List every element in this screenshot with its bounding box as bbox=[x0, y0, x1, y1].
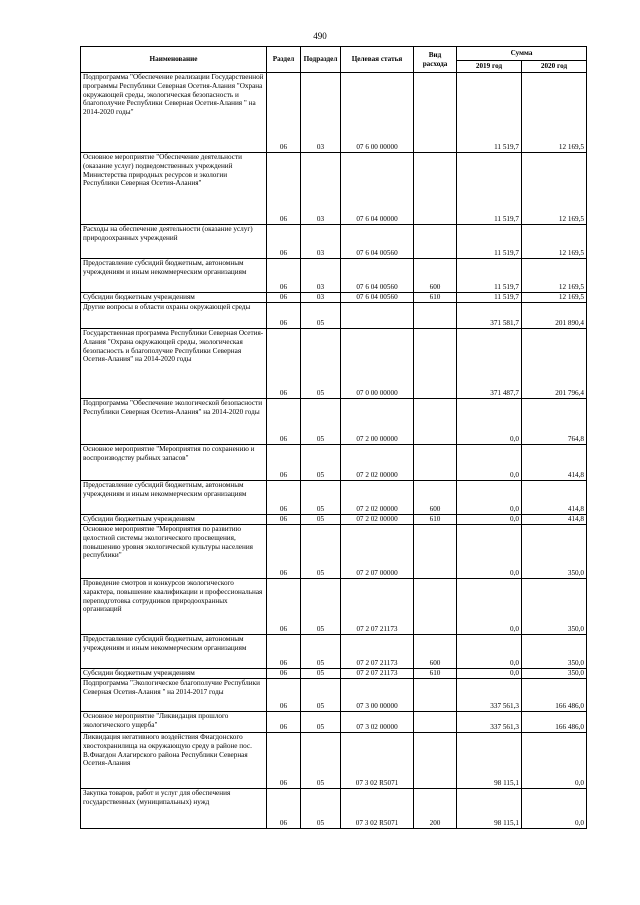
cell-name: Подпрограмма "Обеспечение экологической безопасности Республики Северная Осетия-Алания" на 2014-2020 годы bbox=[81, 399, 267, 445]
cell-subsection: 05 bbox=[301, 303, 341, 329]
cell-subsection: 03 bbox=[301, 259, 341, 293]
cell-subsection: 05 bbox=[301, 635, 341, 669]
cell-2020: 166 486,0 bbox=[522, 712, 587, 733]
cell-2020: 12 169,5 bbox=[522, 225, 587, 259]
cell-name: Предоставление субсидий бюджетным, автономным учреждениям и иным некоммерческим организациям bbox=[81, 635, 267, 669]
table-row bbox=[81, 712, 587, 733]
cell-expense: 610 bbox=[414, 293, 457, 303]
cell-name: Подпрограмма "Обеспечение реализации Государственной программы Республики Северная Осетия-Алания "Охрана окружающей среды, экологическая безопасность и благополучие Республики Северная Осетия-Алания " на 2014-2020 годы" bbox=[81, 73, 267, 153]
table-row bbox=[81, 733, 587, 789]
table-row bbox=[81, 73, 587, 153]
header-section: Раздел bbox=[267, 47, 301, 73]
cell-expense bbox=[414, 399, 457, 445]
cell-section: 06 bbox=[267, 329, 301, 399]
header-year-2019: 2019 год bbox=[457, 61, 522, 73]
cell-2020: 12 169,5 bbox=[522, 153, 587, 225]
cell-expense: 600 bbox=[414, 259, 457, 293]
table-row bbox=[81, 329, 587, 399]
cell-article: 07 2 07 21173 bbox=[341, 635, 414, 669]
cell-article: 07 2 00 00000 bbox=[341, 399, 414, 445]
cell-subsection: 05 bbox=[301, 712, 341, 733]
cell-2020: 201 796,4 bbox=[522, 329, 587, 399]
table-row bbox=[81, 399, 587, 445]
cell-section: 06 bbox=[267, 225, 301, 259]
cell-section: 06 bbox=[267, 445, 301, 481]
cell-2020: 201 890,4 bbox=[522, 303, 587, 329]
cell-section: 06 bbox=[267, 669, 301, 679]
cell-subsection: 03 bbox=[301, 153, 341, 225]
cell-2020: 166 486,0 bbox=[522, 679, 587, 712]
cell-subsection: 05 bbox=[301, 515, 341, 525]
cell-expense bbox=[414, 679, 457, 712]
cell-2019: 371 487,7 bbox=[457, 329, 522, 399]
cell-2019: 0,0 bbox=[457, 445, 522, 481]
cell-2020: 350,0 bbox=[522, 579, 587, 635]
cell-section: 06 bbox=[267, 579, 301, 635]
cell-2020: 0,0 bbox=[522, 789, 587, 829]
cell-subsection: 05 bbox=[301, 481, 341, 515]
cell-2019: 371 581,7 bbox=[457, 303, 522, 329]
cell-article: 07 2 02 00000 bbox=[341, 515, 414, 525]
cell-2019: 0,0 bbox=[457, 481, 522, 515]
cell-article: 07 6 04 00560 bbox=[341, 225, 414, 259]
header-name: Наименование bbox=[81, 47, 267, 73]
header-sum: Сумма bbox=[457, 47, 587, 61]
cell-2019: 0,0 bbox=[457, 399, 522, 445]
cell-section: 06 bbox=[267, 789, 301, 829]
cell-section: 06 bbox=[267, 515, 301, 525]
cell-2020: 0,0 bbox=[522, 733, 587, 789]
cell-2020: 414,8 bbox=[522, 445, 587, 481]
cell-article: 07 6 04 00000 bbox=[341, 153, 414, 225]
cell-expense bbox=[414, 329, 457, 399]
cell-2020: 350,0 bbox=[522, 669, 587, 679]
cell-expense: 200 bbox=[414, 789, 457, 829]
cell-name: Субсидии бюджетным учреждениям bbox=[81, 669, 267, 679]
cell-section: 06 bbox=[267, 635, 301, 669]
cell-expense: 600 bbox=[414, 481, 457, 515]
cell-expense bbox=[414, 579, 457, 635]
cell-2020: 764,8 bbox=[522, 399, 587, 445]
cell-2019: 0,0 bbox=[457, 635, 522, 669]
cell-2020: 414,8 bbox=[522, 515, 587, 525]
cell-name: Субсидии бюджетным учреждениям bbox=[81, 515, 267, 525]
table-row bbox=[81, 669, 587, 679]
cell-article: 07 0 00 00000 bbox=[341, 329, 414, 399]
cell-section: 06 bbox=[267, 73, 301, 153]
cell-article: 07 2 02 00000 bbox=[341, 481, 414, 515]
page-number: 490 bbox=[313, 31, 327, 41]
cell-subsection: 05 bbox=[301, 733, 341, 789]
cell-subsection: 05 bbox=[301, 669, 341, 679]
cell-subsection: 05 bbox=[301, 445, 341, 481]
cell-expense bbox=[414, 303, 457, 329]
cell-2020: 350,0 bbox=[522, 525, 587, 579]
cell-expense bbox=[414, 525, 457, 579]
cell-article bbox=[341, 303, 414, 329]
cell-2019: 11 519,7 bbox=[457, 293, 522, 303]
table-body bbox=[81, 73, 587, 829]
cell-name: Государственная программа Республики Северная Осетия-Алания "Охрана окружающей среды, экологическая безопасность и благополучие Республики Северная Осетия-Алания" на 2014-2020 годы bbox=[81, 329, 267, 399]
cell-section: 06 bbox=[267, 679, 301, 712]
table-row bbox=[81, 789, 587, 829]
budget-table bbox=[80, 46, 587, 829]
cell-article: 07 6 04 00560 bbox=[341, 293, 414, 303]
cell-article: 07 2 02 00000 bbox=[341, 445, 414, 481]
cell-name: Закупка товаров, работ и услуг для обеспечения государственных (муниципальных) нужд bbox=[81, 789, 267, 829]
cell-subsection: 05 bbox=[301, 789, 341, 829]
table-row bbox=[81, 515, 587, 525]
cell-article: 07 3 02 R5071 bbox=[341, 733, 414, 789]
cell-expense bbox=[414, 733, 457, 789]
table-row bbox=[81, 579, 587, 635]
cell-name: Расходы на обеспечение деятельности (оказание услуг) природоохранных учреждений bbox=[81, 225, 267, 259]
cell-2019: 11 519,7 bbox=[457, 225, 522, 259]
cell-subsection: 05 bbox=[301, 399, 341, 445]
cell-expense bbox=[414, 225, 457, 259]
cell-article: 07 2 07 21173 bbox=[341, 579, 414, 635]
table-row bbox=[81, 635, 587, 669]
header-target-article: Целевая статья bbox=[341, 47, 414, 73]
cell-subsection: 05 bbox=[301, 329, 341, 399]
cell-name: Основное мероприятие "Мероприятия по развитию целостной системы экологического просвещения, повышению уровня экологической культуры населения республики" bbox=[81, 525, 267, 579]
table-row bbox=[81, 259, 587, 293]
cell-expense bbox=[414, 445, 457, 481]
table-row bbox=[81, 303, 587, 329]
table-row bbox=[81, 153, 587, 225]
cell-2020: 12 169,5 bbox=[522, 259, 587, 293]
cell-section: 06 bbox=[267, 399, 301, 445]
cell-name: Основное мероприятие "Мероприятия по сохранению и воспроизводству рыбных запасов" bbox=[81, 445, 267, 481]
cell-section: 06 bbox=[267, 293, 301, 303]
cell-name: Подпрограмма "Экологическое благополучие Республики Северная Осетия-Алания " на 2014-2017 годы bbox=[81, 679, 267, 712]
cell-article: 07 2 07 21173 bbox=[341, 669, 414, 679]
cell-2019: 337 561,3 bbox=[457, 679, 522, 712]
cell-2019: 337 561,3 bbox=[457, 712, 522, 733]
cell-section: 06 bbox=[267, 303, 301, 329]
cell-2019: 11 519,7 bbox=[457, 73, 522, 153]
cell-section: 06 bbox=[267, 712, 301, 733]
table-row bbox=[81, 225, 587, 259]
cell-article: 07 3 02 00000 bbox=[341, 712, 414, 733]
table-row bbox=[81, 481, 587, 515]
cell-section: 06 bbox=[267, 259, 301, 293]
cell-expense: 610 bbox=[414, 669, 457, 679]
cell-section: 06 bbox=[267, 733, 301, 789]
cell-2019: 98 115,1 bbox=[457, 733, 522, 789]
cell-2019: 98 115,1 bbox=[457, 789, 522, 829]
cell-2019: 11 519,7 bbox=[457, 153, 522, 225]
cell-article: 07 6 04 00560 bbox=[341, 259, 414, 293]
cell-section: 06 bbox=[267, 153, 301, 225]
cell-subsection: 03 bbox=[301, 225, 341, 259]
header-subsection: Подраздел bbox=[301, 47, 341, 73]
cell-2020: 12 169,5 bbox=[522, 293, 587, 303]
cell-name: Проведение смотров и конкурсов экологического характера, повышение квалификации и профессиональная переподготовка сотрудников природоохранных организаций bbox=[81, 579, 267, 635]
cell-2020: 414,8 bbox=[522, 481, 587, 515]
cell-2019: 0,0 bbox=[457, 525, 522, 579]
cell-name: Основное мероприятие "Обеспечение деятельности (оказание услуг) подведомственных учреждений Министерства природных ресурсов и экологии Республики Северная Осетия-Алания" bbox=[81, 153, 267, 225]
cell-name: Предоставление субсидий бюджетным, автономным учреждениям и иным некоммерческим организациям bbox=[81, 481, 267, 515]
table-row bbox=[81, 293, 587, 303]
cell-subsection: 03 bbox=[301, 293, 341, 303]
cell-name: Субсидии бюджетным учреждениям bbox=[81, 293, 267, 303]
header-year-2020: 2020 год bbox=[522, 61, 587, 73]
cell-article: 07 3 02 R5071 bbox=[341, 789, 414, 829]
cell-subsection: 03 bbox=[301, 73, 341, 153]
cell-2019: 0,0 bbox=[457, 669, 522, 679]
cell-section: 06 bbox=[267, 481, 301, 515]
table-row bbox=[81, 525, 587, 579]
cell-2019: 0,0 bbox=[457, 579, 522, 635]
cell-expense: 610 bbox=[414, 515, 457, 525]
cell-2020: 350,0 bbox=[522, 635, 587, 669]
cell-subsection: 05 bbox=[301, 679, 341, 712]
cell-subsection: 05 bbox=[301, 525, 341, 579]
cell-2020: 12 169,5 bbox=[522, 73, 587, 153]
cell-expense bbox=[414, 73, 457, 153]
table-row bbox=[81, 445, 587, 481]
cell-article: 07 3 00 00000 bbox=[341, 679, 414, 712]
cell-section: 06 bbox=[267, 525, 301, 579]
cell-2019: 11 519,7 bbox=[457, 259, 522, 293]
cell-name: Другие вопросы в области охраны окружающей среды bbox=[81, 303, 267, 329]
cell-2019: 0,0 bbox=[457, 515, 522, 525]
cell-subsection: 05 bbox=[301, 579, 341, 635]
cell-expense bbox=[414, 153, 457, 225]
cell-article: 07 6 00 00000 bbox=[341, 73, 414, 153]
table-row bbox=[81, 679, 587, 712]
cell-name: Основное мероприятие "Ликвидация прошлого экологического ущерба" bbox=[81, 712, 267, 733]
cell-article: 07 2 07 00000 bbox=[341, 525, 414, 579]
header-expense-type: Вид расхода bbox=[414, 47, 457, 73]
cell-expense: 600 bbox=[414, 635, 457, 669]
cell-name: Ликвидация негативного воздействия Фиагдонского хвостохранилища на окружающую среду в районе пос. В.Фиагдон Алагирского района Республики Северная Осетия-Алания bbox=[81, 733, 267, 789]
cell-expense bbox=[414, 712, 457, 733]
cell-name: Предоставление субсидий бюджетным, автономным учреждениям и иным некоммерческим организациям bbox=[81, 259, 267, 293]
